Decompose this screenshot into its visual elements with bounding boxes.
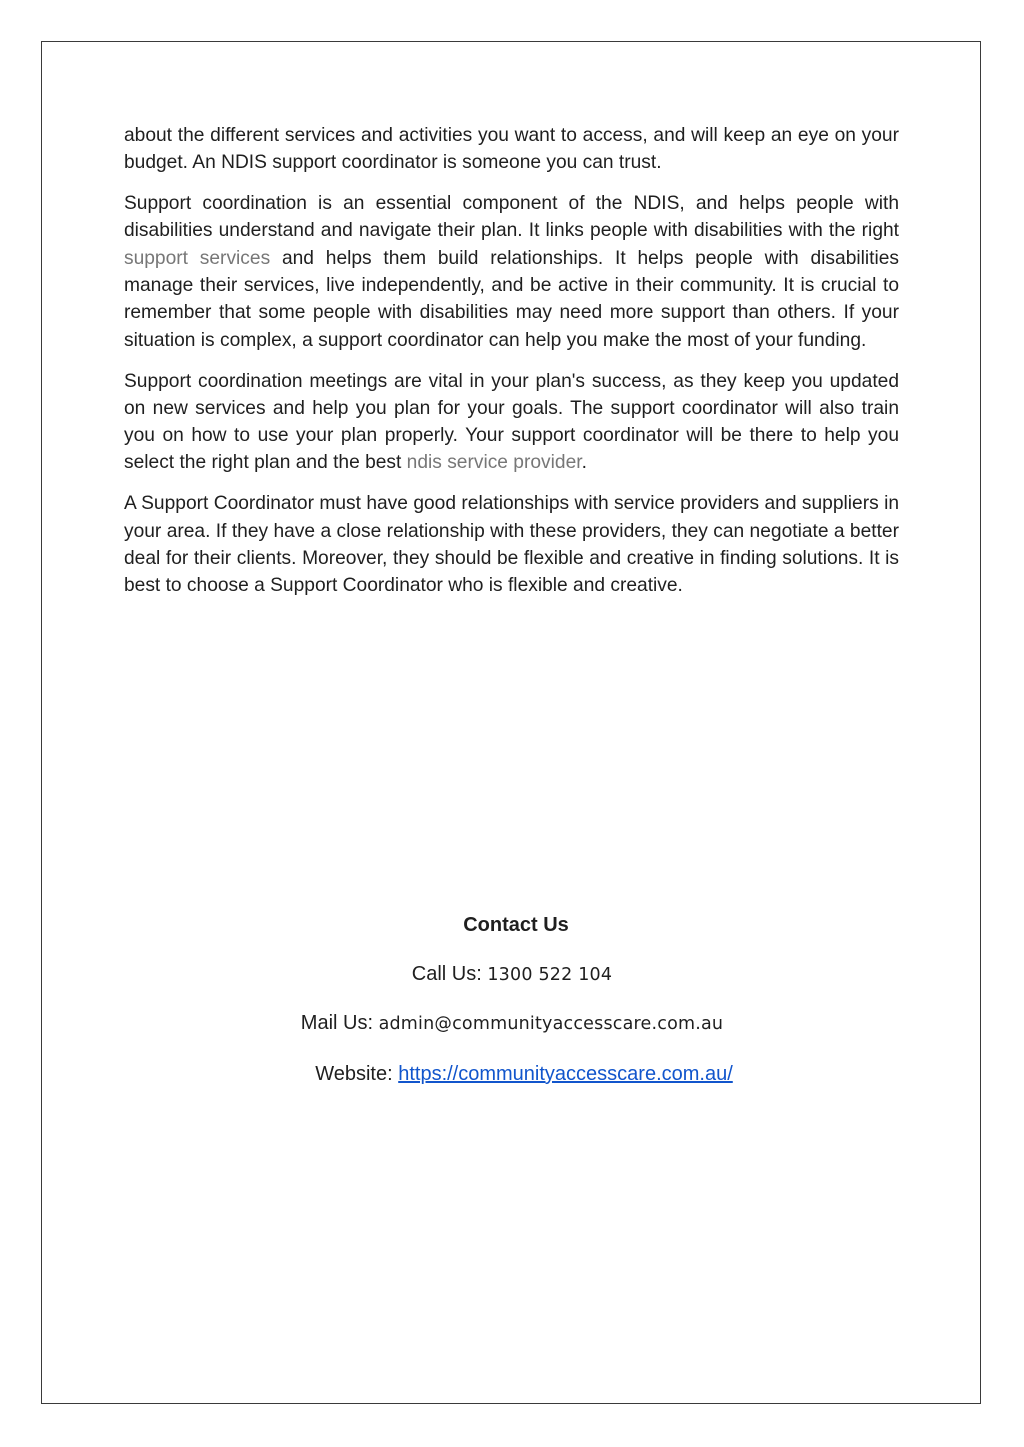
paragraph-4-text: A Support Coordinator must have good relationships with service providers and suppliers in your area. If they have a close relationship with these providers, they can negotiate a better deal for their clients. Moreover, they should be flexible and creative in finding solutions. It is best to choose a Support Coordinator who is flexible and creative. [124,493,899,597]
ndis-service-provider-link[interactable]: ndis service provider [406,452,582,474]
contact-website-line [12,1063,1024,1086]
paragraph-4 [124,490,899,599]
website-link[interactable]: https://communityaccesscare.com.au/ [398,1063,733,1085]
paragraph-1 [124,122,899,177]
phone-number: 1300 522 104 [487,965,613,985]
paragraph-2-text-start: Support coordination is an essential component of the NDIS, and helps people with disabilities understand and navigate their plan. It links people with disabilities with the right [124,193,899,242]
contact-call-line [0,963,1024,986]
call-label: Call Us: [411,963,488,985]
mail-label: Mail Us: [300,1012,379,1034]
website-label: Website: [315,1063,399,1085]
paragraph-2 [124,190,899,354]
paragraph-3 [124,368,899,477]
paragraph-3-text-end: . [581,452,587,474]
contact-heading: Contact Us [463,914,569,936]
paragraph-3-text-start: Support coordination meetings are vital in your plan's success, as they keep you updated on new services and help you plan for your goals. The support coordinator will also train you on how to use your plan properly. Your support coordinator will be there to help you select the right plan and the best [124,370,899,474]
article-body [124,122,899,613]
support-services-link[interactable]: support services [124,247,271,269]
email-address: admin@communityaccesscare.com.au [378,1014,724,1034]
paragraph-2-text-end: and helps them build relationships. It helps people with disabilities manage their services, live independently, and be active in their community. It is crucial to remember that some people with disabilities may need more support than others. If your situation is complex, a support coordinator can help you make the most of your funding. [124,247,900,351]
contact-mail-line [0,1012,1024,1035]
paragraph-1-text: about the different services and activities you want to access, and will keep an eye on your budget. An NDIS support coordinator is someone you can trust. [124,125,899,174]
